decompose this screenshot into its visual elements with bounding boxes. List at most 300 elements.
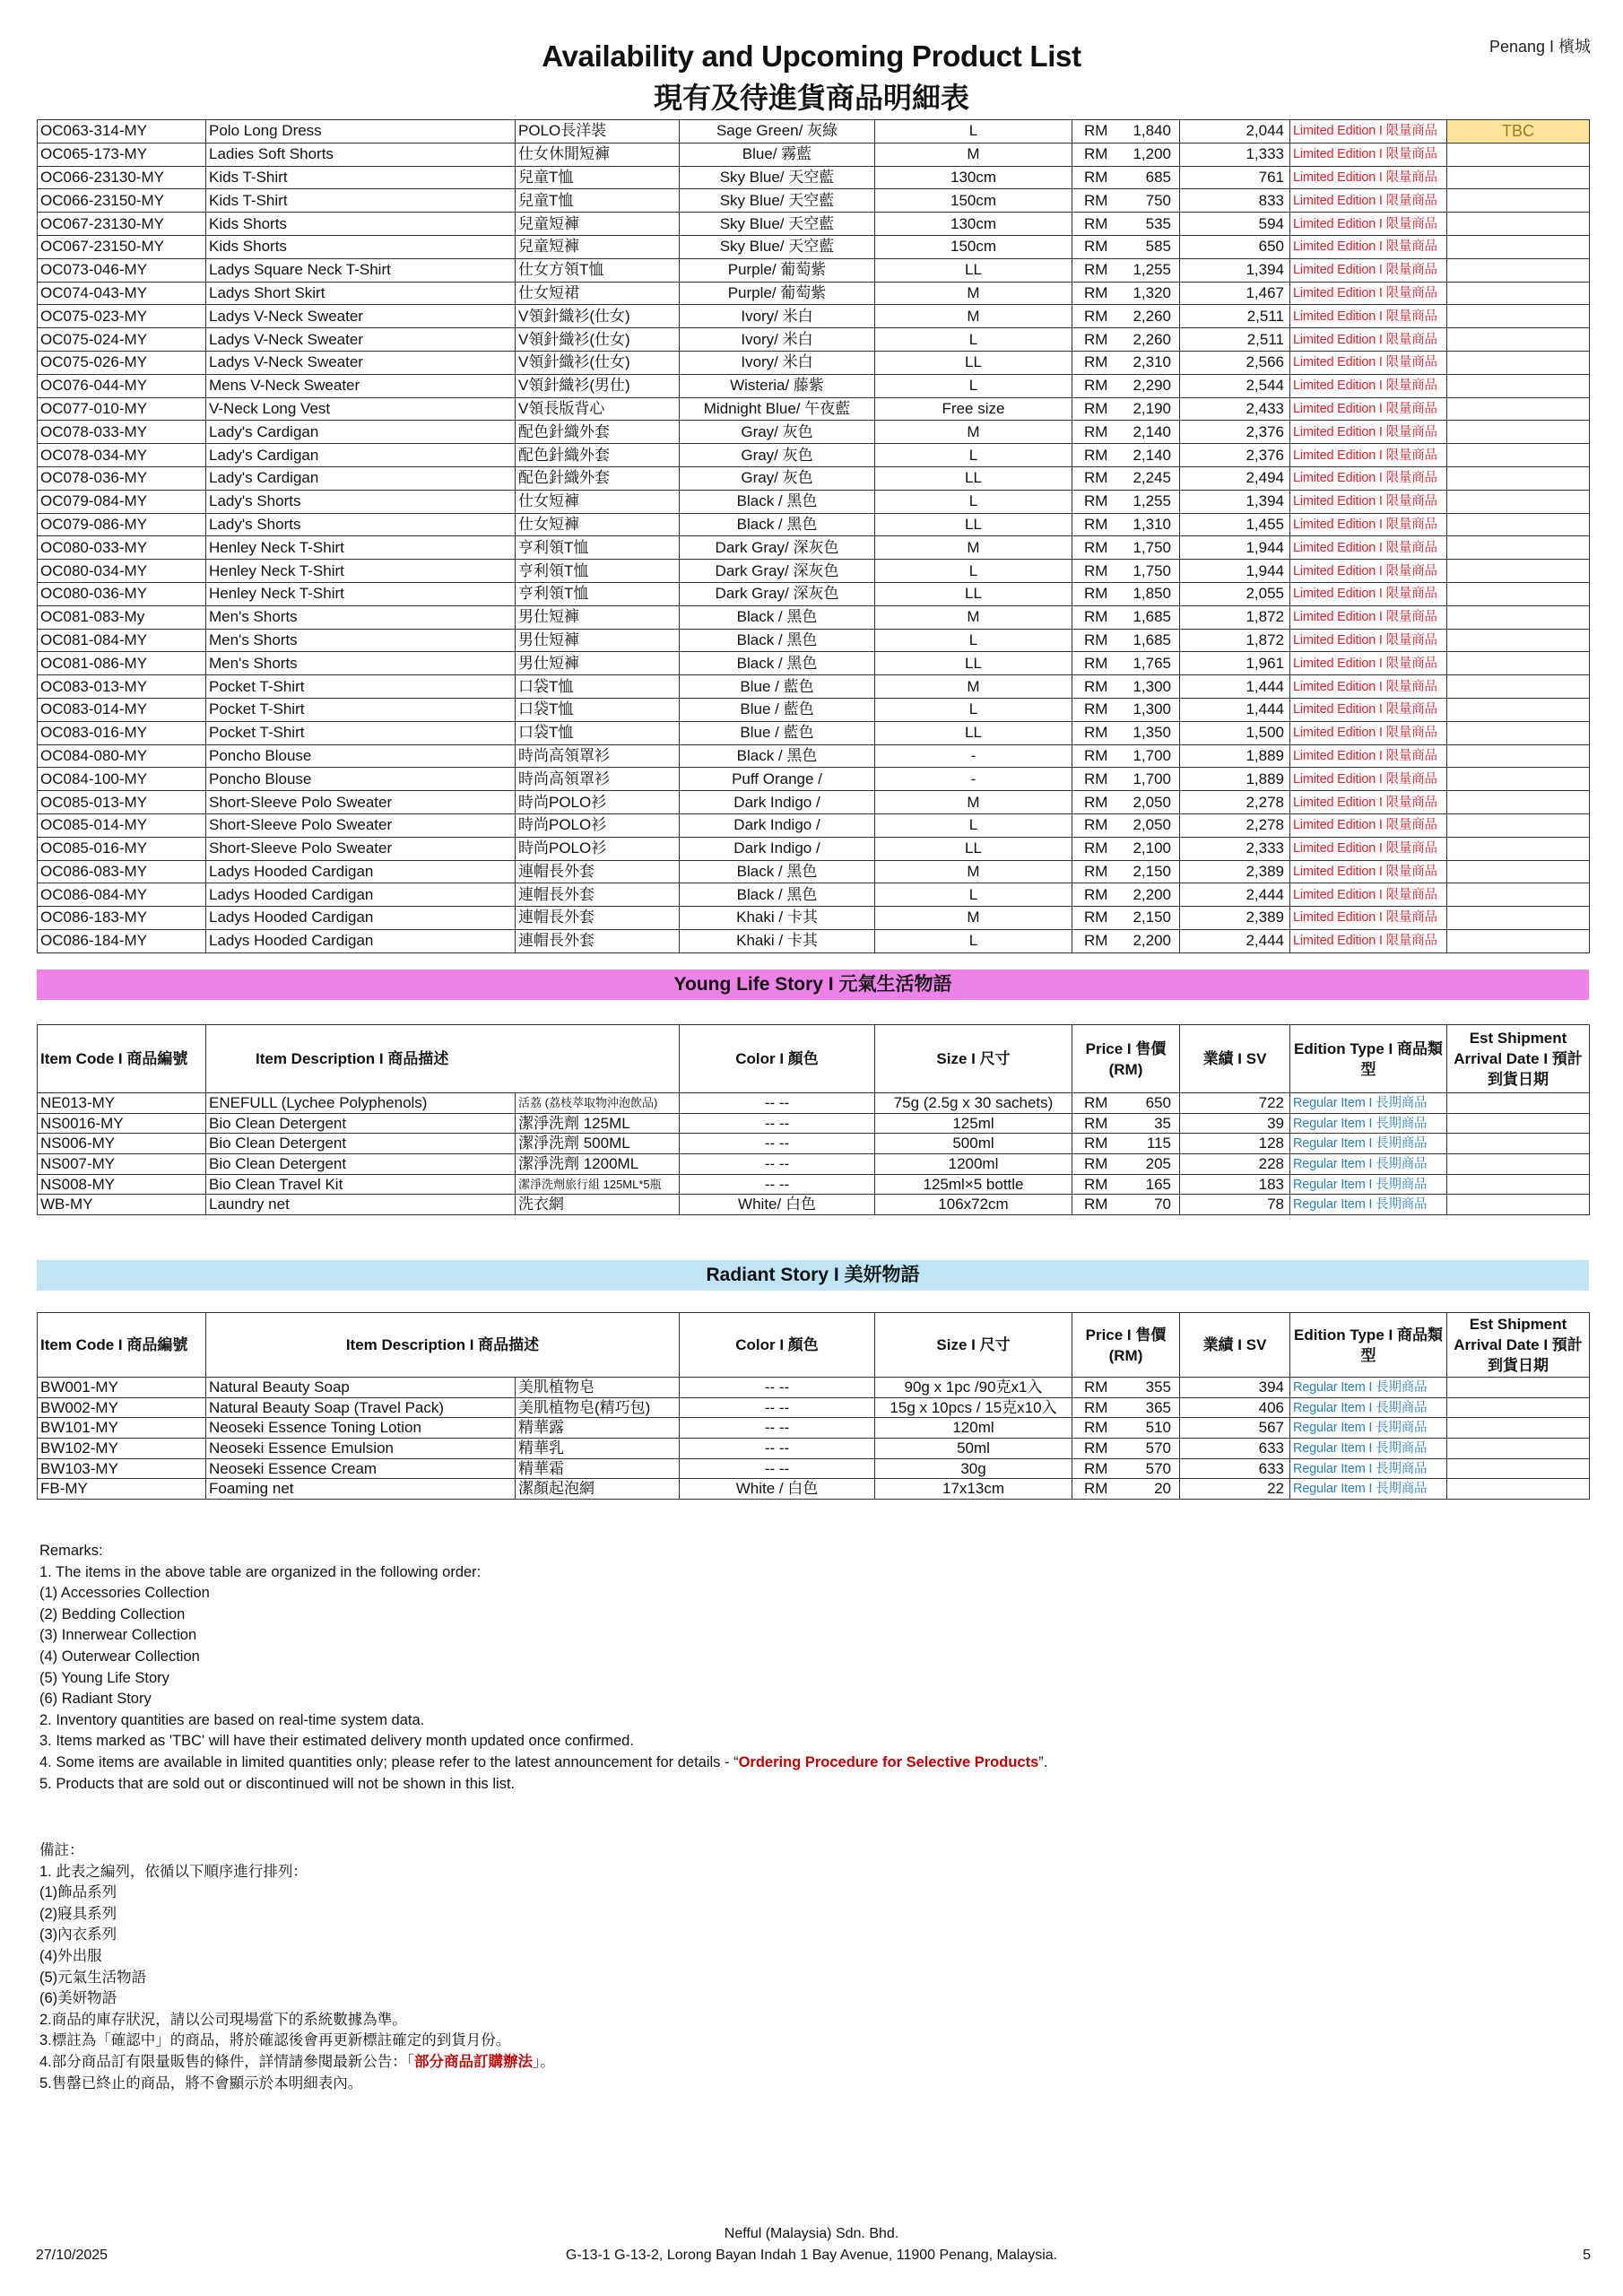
item-description-cn: 兒童T恤	[516, 189, 680, 213]
item-sv: 2,433	[1180, 397, 1290, 421]
item-code: OC066-23130-MY	[38, 166, 206, 189]
remarks-english	[39, 1541, 1047, 1795]
price-value: 2,290	[1133, 377, 1171, 395]
price-value: 1,255	[1133, 492, 1171, 510]
arrival-date	[1447, 282, 1590, 305]
ordering-procedure-link[interactable]: Ordering Procedure for Selective Products	[738, 1753, 1039, 1770]
item-color: Black / 黑色	[680, 883, 875, 907]
item-description-cn: 仕女方領T恤	[516, 258, 680, 282]
item-description-cn: 連帽長外套	[516, 929, 680, 952]
item-color: Black / 黑色	[680, 513, 875, 536]
price-value: 2,200	[1133, 885, 1171, 903]
item-price	[1072, 120, 1180, 144]
item-description-cn: 連帽長外套	[516, 907, 680, 930]
table-row	[38, 1113, 1590, 1134]
remark-line-5-cn: 5.售罄已終止的商品，將不會顯示於本明細表內。	[39, 2074, 363, 2092]
table-row	[38, 582, 1590, 605]
price-value: 535	[1145, 214, 1171, 232]
currency: RM	[1084, 1378, 1108, 1396]
item-description: Polo Long Dress	[206, 120, 516, 144]
price-value: 1,350	[1133, 724, 1171, 742]
table-row	[38, 652, 1590, 675]
item-price	[1072, 1093, 1180, 1114]
item-color: -- --	[680, 1154, 875, 1175]
arrival-date	[1447, 421, 1590, 444]
item-description: Neoseki Essence Toning Lotion	[206, 1418, 516, 1439]
price-value: 2,260	[1133, 307, 1171, 325]
remark-line-4	[39, 1752, 1047, 1774]
table-row	[38, 351, 1590, 374]
table-row	[38, 444, 1590, 467]
edition-type: Limited Edition I 限量商品	[1290, 675, 1447, 699]
item-size: -	[875, 768, 1072, 791]
table-row	[38, 1439, 1590, 1459]
item-description: Foaming net	[206, 1479, 516, 1500]
remark-line: 1. 此表之編列，依循以下順序進行排列：	[39, 1863, 308, 1880]
item-sv: 1,872	[1180, 629, 1290, 652]
item-description-cn: 配色針織外套	[516, 444, 680, 467]
item-code: OC080-036-MY	[38, 582, 206, 605]
item-sv: 128	[1180, 1134, 1290, 1154]
header-color: Color I 顏色	[680, 1313, 875, 1378]
item-color: Ivory/ 米白	[680, 305, 875, 328]
item-sv: 2,044	[1180, 120, 1290, 144]
currency: RM	[1084, 191, 1108, 209]
price-value: 2,150	[1133, 909, 1171, 926]
item-price	[1072, 513, 1180, 536]
item-code: OC078-033-MY	[38, 421, 206, 444]
item-size: L	[875, 490, 1072, 513]
item-code: OC074-043-MY	[38, 282, 206, 305]
currency: RM	[1084, 1154, 1108, 1172]
item-description-cn: V領長版背心	[516, 397, 680, 421]
arrival-date	[1447, 744, 1590, 768]
price-value: 510	[1145, 1419, 1171, 1437]
item-description: Kids Shorts	[206, 213, 516, 236]
remark-line: 3.標註為「確認中」的商品，將於確認後會再更新標註確定的到貨月份。	[39, 2032, 511, 2049]
item-sv: 1,500	[1180, 721, 1290, 744]
item-code: OC084-080-MY	[38, 744, 206, 768]
radiant-table	[37, 1312, 1590, 1500]
item-color: Blue/ 霧藍	[680, 143, 875, 166]
remark-line: (5)元氣生活物語	[39, 1969, 147, 1986]
item-price	[1072, 421, 1180, 444]
item-sv: 1,889	[1180, 768, 1290, 791]
edition-type: Regular Item I 長期商品	[1290, 1134, 1447, 1154]
item-size: M	[875, 860, 1072, 883]
ordering-procedure-link-cn[interactable]: 部分商品訂購辦法	[414, 2053, 534, 2070]
item-description-cn: 時尚POLO衫	[516, 837, 680, 860]
remarks-heading: Remarks:	[39, 1543, 103, 1559]
item-description-cn: 潔淨洗劑旅行組 125ML*5瓶	[516, 1174, 680, 1195]
edition-type: Regular Item I 長期商品	[1290, 1439, 1447, 1459]
item-description-cn: 亨利領T恤	[516, 536, 680, 560]
item-code: OC078-034-MY	[38, 444, 206, 467]
currency: RM	[1084, 631, 1108, 648]
item-description: Short-Sleeve Polo Sweater	[206, 791, 516, 814]
item-price	[1072, 652, 1180, 675]
arrival-date	[1447, 652, 1590, 675]
currency: RM	[1084, 909, 1108, 926]
item-sv: 1,455	[1180, 513, 1290, 536]
currency: RM	[1084, 885, 1108, 903]
item-size: M	[875, 282, 1072, 305]
item-size: LL	[875, 466, 1072, 490]
item-description: Laundry net	[206, 1195, 516, 1215]
item-code: OC079-086-MY	[38, 513, 206, 536]
item-description: Lady's Cardigan	[206, 466, 516, 490]
currency: RM	[1084, 238, 1108, 256]
item-color: -- --	[680, 1093, 875, 1114]
item-description-cn: 潔淨洗劑 125ML	[516, 1113, 680, 1134]
item-color: Gray/ 灰色	[680, 444, 875, 467]
item-sv: 722	[1180, 1093, 1290, 1114]
item-color: Midnight Blue/ 午夜藍	[680, 397, 875, 421]
remarks-chinese	[39, 1840, 555, 2094]
currency: RM	[1084, 700, 1108, 718]
price-value: 1,765	[1133, 654, 1171, 672]
item-sv: 1,872	[1180, 605, 1290, 629]
item-description-cn: 仕女休閒短褲	[516, 143, 680, 166]
edition-type: Limited Edition I 限量商品	[1290, 466, 1447, 490]
item-description: Bio Clean Detergent	[206, 1134, 516, 1154]
item-description-cn: 精華露	[516, 1418, 680, 1439]
table-row	[38, 490, 1590, 513]
item-size: 75g (2.5g x 30 sachets)	[875, 1093, 1072, 1114]
item-description: Poncho Blouse	[206, 768, 516, 791]
item-color: Khaki / 卡其	[680, 907, 875, 930]
item-sv: 1,444	[1180, 675, 1290, 699]
arrival-date	[1447, 166, 1590, 189]
currency: RM	[1084, 1135, 1108, 1152]
header-price: Price I 售價 (RM)	[1072, 1313, 1180, 1378]
item-description: Neoseki Essence Cream	[206, 1458, 516, 1479]
item-description: ENEFULL (Lychee Polyphenols)	[206, 1093, 516, 1114]
item-color: Sky Blue/ 天空藍	[680, 235, 875, 258]
currency: RM	[1084, 515, 1108, 533]
item-sv: 406	[1180, 1397, 1290, 1418]
item-code: OC085-013-MY	[38, 791, 206, 814]
currency: RM	[1084, 145, 1108, 163]
price-value: 1,750	[1133, 538, 1171, 556]
item-code: OC066-23150-MY	[38, 189, 206, 213]
table-row	[38, 837, 1590, 860]
currency: RM	[1084, 261, 1108, 279]
table-row	[38, 120, 1590, 144]
price-value: 1,200	[1133, 145, 1171, 163]
edition-type: Limited Edition I 限量商品	[1290, 907, 1447, 930]
item-color: -- --	[680, 1113, 875, 1134]
item-description-cn: V領針織衫(仕女)	[516, 305, 680, 328]
currency: RM	[1084, 839, 1108, 857]
item-code: OC075-024-MY	[38, 328, 206, 352]
item-sv: 39	[1180, 1113, 1290, 1134]
item-price	[1072, 305, 1180, 328]
item-size: L	[875, 929, 1072, 952]
edition-type: Limited Edition I 限量商品	[1290, 698, 1447, 721]
item-description-cn: 精華乳	[516, 1439, 680, 1459]
item-sv: 1,889	[1180, 744, 1290, 768]
edition-type: Limited Edition I 限量商品	[1290, 513, 1447, 536]
item-size: 1200ml	[875, 1154, 1072, 1175]
item-price	[1072, 560, 1180, 583]
item-price	[1072, 1397, 1180, 1418]
edition-type: Limited Edition I 限量商品	[1290, 560, 1447, 583]
item-code: OC084-100-MY	[38, 768, 206, 791]
item-description: Lady's Shorts	[206, 490, 516, 513]
header-size: Size I 尺寸	[875, 1313, 1072, 1378]
currency: RM	[1084, 746, 1108, 764]
item-code: OC086-084-MY	[38, 883, 206, 907]
table-header-row	[38, 1313, 1590, 1378]
price-value: 1,840	[1133, 122, 1171, 140]
price-value: 1,685	[1133, 608, 1171, 626]
item-color: White/ 白色	[680, 1195, 875, 1215]
arrival-date	[1447, 1113, 1590, 1134]
item-description: Lady's Cardigan	[206, 444, 516, 467]
arrival-date	[1447, 907, 1590, 930]
item-description-cn: 連帽長外套	[516, 883, 680, 907]
item-description-cn: 仕女短褲	[516, 513, 680, 536]
table-row	[38, 560, 1590, 583]
item-code: OC063-314-MY	[38, 120, 206, 144]
item-size: 130cm	[875, 213, 1072, 236]
remark-line: (4)外出服	[39, 1947, 102, 1964]
arrival-date	[1447, 1134, 1590, 1154]
price-value: 1,700	[1133, 746, 1171, 764]
item-description-cn: 時尚POLO衫	[516, 813, 680, 837]
item-size: 125ml	[875, 1113, 1072, 1134]
header-price: Price I 售價 (RM)	[1072, 1025, 1180, 1093]
item-price	[1072, 929, 1180, 952]
remark-line: (6)美妍物語	[39, 1990, 117, 2007]
edition-type: Limited Edition I 限量商品	[1290, 120, 1447, 144]
currency: RM	[1084, 862, 1108, 880]
item-code: OC080-033-MY	[38, 536, 206, 560]
price-value: 2,100	[1133, 839, 1171, 857]
item-description: Henley Neck T-Shirt	[206, 560, 516, 583]
arrival-date	[1447, 1174, 1590, 1195]
item-price	[1072, 837, 1180, 860]
item-code: NS007-MY	[38, 1154, 206, 1175]
arrival-date	[1447, 929, 1590, 952]
currency: RM	[1084, 770, 1108, 787]
item-code: OC065-173-MY	[38, 143, 206, 166]
item-color: Sky Blue/ 天空藍	[680, 213, 875, 236]
item-code: OC075-026-MY	[38, 351, 206, 374]
item-sv: 2,389	[1180, 860, 1290, 883]
table-row	[38, 883, 1590, 907]
item-description: Neoseki Essence Emulsion	[206, 1439, 516, 1459]
price-value: 685	[1145, 168, 1171, 186]
item-size: LL	[875, 837, 1072, 860]
remarks-list-cn	[39, 1862, 555, 2052]
item-color: Ivory/ 米白	[680, 328, 875, 352]
item-description-cn: 活荔 (荔枝萃取物沖泡飲品)	[516, 1093, 680, 1114]
item-sv: 594	[1180, 213, 1290, 236]
arrival-date	[1447, 1195, 1590, 1215]
table-row	[38, 397, 1590, 421]
table-row	[38, 744, 1590, 768]
item-size: 150cm	[875, 189, 1072, 213]
item-description: Ladys Hooded Cardigan	[206, 929, 516, 952]
item-sv: 183	[1180, 1174, 1290, 1195]
item-size: M	[875, 421, 1072, 444]
edition-type: Limited Edition I 限量商品	[1290, 860, 1447, 883]
item-sv: 1,394	[1180, 258, 1290, 282]
currency: RM	[1084, 538, 1108, 556]
table-row	[38, 258, 1590, 282]
item-size: L	[875, 374, 1072, 397]
edition-type: Limited Edition I 限量商品	[1290, 235, 1447, 258]
item-color: Blue / 藍色	[680, 675, 875, 699]
item-price	[1072, 166, 1180, 189]
table-row	[38, 1174, 1590, 1195]
arrival-date	[1447, 189, 1590, 213]
arrival-date	[1447, 1093, 1590, 1114]
item-code: WB-MY	[38, 1195, 206, 1215]
item-sv: 2,333	[1180, 837, 1290, 860]
item-size: M	[875, 143, 1072, 166]
item-description-cn: 仕女短裙	[516, 282, 680, 305]
arrival-date	[1447, 328, 1590, 352]
item-size: L	[875, 120, 1072, 144]
item-size: LL	[875, 513, 1072, 536]
remark-text: 」。	[533, 2053, 555, 2070]
item-price	[1072, 629, 1180, 652]
arrival-date	[1447, 374, 1590, 397]
price-value: 1,850	[1133, 585, 1171, 603]
currency: RM	[1084, 399, 1108, 417]
remark-line: (2)寢具系列	[39, 1905, 117, 1922]
edition-type: Limited Edition I 限量商品	[1290, 305, 1447, 328]
header-size: Size I 尺寸	[875, 1025, 1072, 1093]
item-sv: 633	[1180, 1458, 1290, 1479]
price-value: 20	[1154, 1480, 1171, 1498]
item-sv: 2,278	[1180, 813, 1290, 837]
item-description-cn: 男仕短褲	[516, 652, 680, 675]
item-sv: 2,389	[1180, 907, 1290, 930]
price-value: 2,260	[1133, 330, 1171, 348]
edition-type: Limited Edition I 限量商品	[1290, 143, 1447, 166]
item-code: BW001-MY	[38, 1378, 206, 1398]
item-description: Men's Shorts	[206, 605, 516, 629]
item-description: Pocket T-Shirt	[206, 721, 516, 744]
item-size: M	[875, 907, 1072, 930]
item-code: BW103-MY	[38, 1458, 206, 1479]
item-description: Men's Shorts	[206, 629, 516, 652]
item-size: 500ml	[875, 1134, 1072, 1154]
item-color: Gray/ 灰色	[680, 466, 875, 490]
item-size: 17x13cm	[875, 1479, 1072, 1500]
item-size: Free size	[875, 397, 1072, 421]
remark-line: (2) Bedding Collection	[39, 1605, 186, 1622]
item-size: 130cm	[875, 166, 1072, 189]
arrival-date	[1447, 513, 1590, 536]
item-code: OC067-23130-MY	[38, 213, 206, 236]
table-row	[38, 1093, 1590, 1114]
item-description: Lady's Cardigan	[206, 421, 516, 444]
section-title-young-life: Young Life Story I 元氣生活物語	[37, 970, 1589, 1000]
item-sv: 2,376	[1180, 444, 1290, 467]
edition-type: Limited Edition I 限量商品	[1290, 652, 1447, 675]
page-number: 5	[1583, 2248, 1591, 2263]
item-size: 106x72cm	[875, 1195, 1072, 1215]
edition-type: Limited Edition I 限量商品	[1290, 883, 1447, 907]
item-code: OC076-044-MY	[38, 374, 206, 397]
arrival-date	[1447, 258, 1590, 282]
arrival-date	[1447, 536, 1590, 560]
table-row	[38, 675, 1590, 699]
arrival-date	[1447, 560, 1590, 583]
item-price	[1072, 791, 1180, 814]
edition-type: Limited Edition I 限量商品	[1290, 605, 1447, 629]
edition-type: Limited Edition I 限量商品	[1290, 929, 1447, 952]
edition-type: Regular Item I 長期商品	[1290, 1093, 1447, 1114]
item-code: OC083-014-MY	[38, 698, 206, 721]
table-row	[38, 213, 1590, 236]
currency: RM	[1084, 307, 1108, 325]
arrival-date	[1447, 605, 1590, 629]
table-row	[38, 629, 1590, 652]
item-code: OC081-084-MY	[38, 629, 206, 652]
price-value: 2,140	[1133, 446, 1171, 464]
item-code: OC067-23150-MY	[38, 235, 206, 258]
item-size: L	[875, 629, 1072, 652]
arrival-date	[1447, 1154, 1590, 1175]
remarks-list	[39, 1562, 1047, 1752]
item-color: Black / 黑色	[680, 605, 875, 629]
table-row	[38, 721, 1590, 744]
item-description-cn: 洗衣網	[516, 1195, 680, 1215]
remark-line: 2.商品的庫存狀況，請以公司現場當下的系統數據為準。	[39, 2011, 407, 2028]
item-sv: 567	[1180, 1418, 1290, 1439]
price-value: 750	[1145, 191, 1171, 209]
item-description-cn: 配色針織外套	[516, 421, 680, 444]
item-price	[1072, 328, 1180, 352]
arrival-date	[1447, 1418, 1590, 1439]
currency: RM	[1084, 793, 1108, 811]
item-size: L	[875, 444, 1072, 467]
remark-line: 3. Items marked as 'TBC' will have their estimated delivery month updated once confirmed.	[39, 1733, 634, 1750]
item-price	[1072, 351, 1180, 374]
item-price	[1072, 1134, 1180, 1154]
item-description-cn: 潔顏起泡網	[516, 1479, 680, 1500]
item-price	[1072, 1458, 1180, 1479]
item-price	[1072, 282, 1180, 305]
item-description-cn: 配色針織外套	[516, 466, 680, 490]
item-sv: 633	[1180, 1439, 1290, 1459]
remarks-heading-cn: 備註：	[39, 1842, 84, 1858]
item-size: L	[875, 698, 1072, 721]
item-code: OC079-084-MY	[38, 490, 206, 513]
item-description: Henley Neck T-Shirt	[206, 582, 516, 605]
currency: RM	[1084, 492, 1108, 510]
item-size: 50ml	[875, 1439, 1072, 1459]
item-color: -- --	[680, 1174, 875, 1195]
arrival-date	[1447, 143, 1590, 166]
table-row	[38, 1134, 1590, 1154]
item-description-cn: 連帽長外套	[516, 860, 680, 883]
item-description: Ladys Hooded Cardigan	[206, 883, 516, 907]
header-item-description: Item Description I 商品描述	[206, 1313, 680, 1378]
item-description: Kids Shorts	[206, 235, 516, 258]
arrival-date	[1447, 629, 1590, 652]
item-price	[1072, 374, 1180, 397]
remark-line: (1) Accessories Collection	[39, 1585, 210, 1602]
item-price	[1072, 721, 1180, 744]
item-code: OC078-036-MY	[38, 466, 206, 490]
